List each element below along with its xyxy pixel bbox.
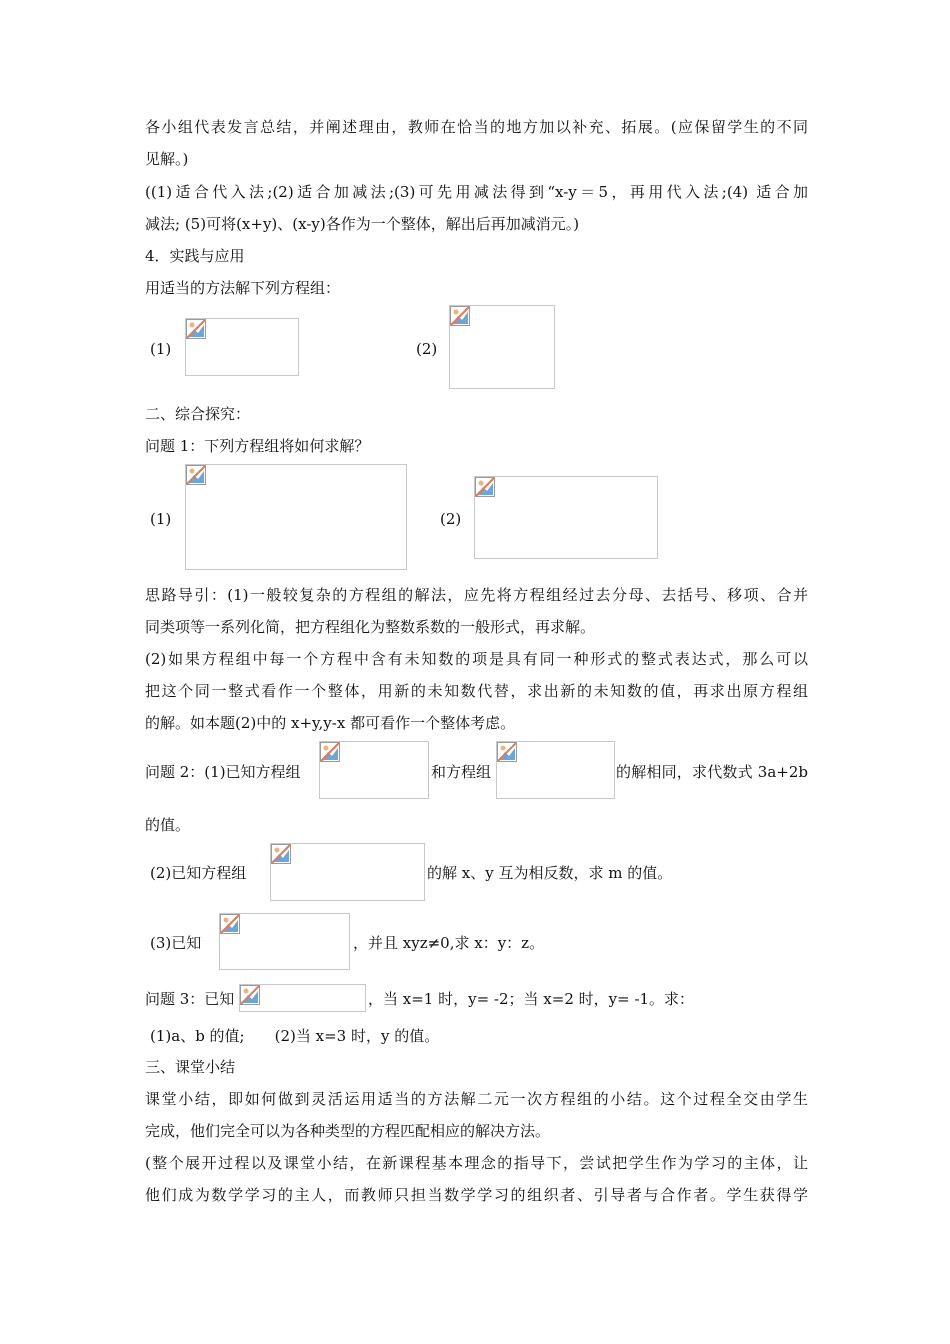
text-line: 完成，他们完全可以为各种类型的方程匹配相应的解决方法。 (145, 1122, 551, 1140)
broken-image-icon (320, 742, 340, 762)
question-text: 和方程组 (431, 763, 492, 781)
equation-image (449, 305, 555, 389)
question-text: 的解 x、y 互为相反数，求 m 的值。 (427, 864, 673, 882)
broken-image-icon (450, 306, 470, 326)
text-line: 的值。 (145, 816, 191, 834)
text-line: 同类项等一系列化简，把方程组化为整数系数的一般形式，再求解。 (145, 618, 596, 636)
equation-image (270, 843, 425, 901)
question-text: ，当 x=1 时，y= -2；当 x=2 时，y= -1。求： (368, 990, 695, 1008)
question-text: ，并且 xyz≠0,求 x：y：z。 (353, 934, 545, 952)
text-line: (2)如果方程组中每一个方程中含有未知数的项是具有同一种形式的整式表达式，那么可以 (145, 650, 808, 668)
broken-image-icon (497, 742, 517, 762)
question-text: 的解相同，求代数式 3a+2b (616, 763, 808, 781)
text-line: 把这个同一整式看作一个整体，用新的未知数代替，求出新的未知数的值，再求出原方程组 (145, 682, 808, 700)
question-text: (3)已知 (150, 934, 202, 952)
equation-label: (1) (150, 510, 172, 528)
text-line: 课堂小结，即如何做到灵活运用适当的方法解二元一次方程组的小结。这个过程全交由学生 (145, 1090, 808, 1108)
text-line: 的解。如本题(2)中的 x+y,y-x 都可看作一个整体考虑。 (145, 714, 516, 732)
text-line: 思路导引：(1)一般较复杂的方程组的解法，应先将方程组经过去分母、去括号、移项、合并 (145, 586, 808, 604)
equation-image (185, 464, 407, 570)
broken-image-icon (240, 985, 260, 1005)
text-line: 各小组代表发言总结，并阐述理由，教师在恰当的地方加以补充、拓展。(应保留学生的不同 (145, 118, 808, 136)
equation-image (239, 984, 366, 1012)
section-heading: 4．实践与应用 (145, 247, 245, 265)
equation-label: (1) (150, 340, 172, 358)
broken-image-icon (186, 465, 206, 485)
section-heading: 三、课堂小结 (145, 1058, 236, 1076)
equation-image (474, 476, 658, 559)
question-text: (2)已知方程组 (150, 864, 247, 882)
question-text: 问题 3：已知 (145, 990, 235, 1008)
text-line: (1)a、b 的值; (2)当 x=3 时，y 的值。 (150, 1027, 440, 1045)
broken-image-icon (271, 844, 291, 864)
section-heading: 二、综合探究： (145, 405, 251, 423)
equation-label: (2) (416, 340, 438, 358)
equation-image (219, 913, 350, 970)
question-text: 问题 2：(1)已知方程组 (145, 763, 301, 781)
equation-label: (2) (440, 510, 462, 528)
text-line: ((1)适合代入法;(2)适合加减法;(3)可先用减法得到“x-y＝5，再用代入法;(4) 适合加 (145, 183, 808, 201)
text-line: 见解。) (145, 150, 189, 168)
broken-image-icon (186, 319, 206, 339)
text-line: 用适当的方法解下列方程组： (145, 279, 341, 297)
broken-image-icon (475, 477, 495, 497)
equation-image (319, 741, 429, 799)
text-line: 减法; (5)可将(x+y)、(x-y)各作为一个整体，解出后再加减消元。) (145, 215, 580, 233)
text-line: 问题 1：下列方程组将如何求解？ (145, 437, 370, 455)
equation-image (496, 741, 615, 799)
text-line: 他们成为数学学习的主人，而教师只担当数学学习的组织者、引导者与合作者。学生获得学 (145, 1186, 808, 1204)
equation-image (185, 318, 299, 376)
text-line: (整个展开过程以及课堂小结，在新课程基本理念的指导下，尝试把学生作为学习的主体，让 (145, 1154, 808, 1172)
broken-image-icon (220, 914, 240, 934)
